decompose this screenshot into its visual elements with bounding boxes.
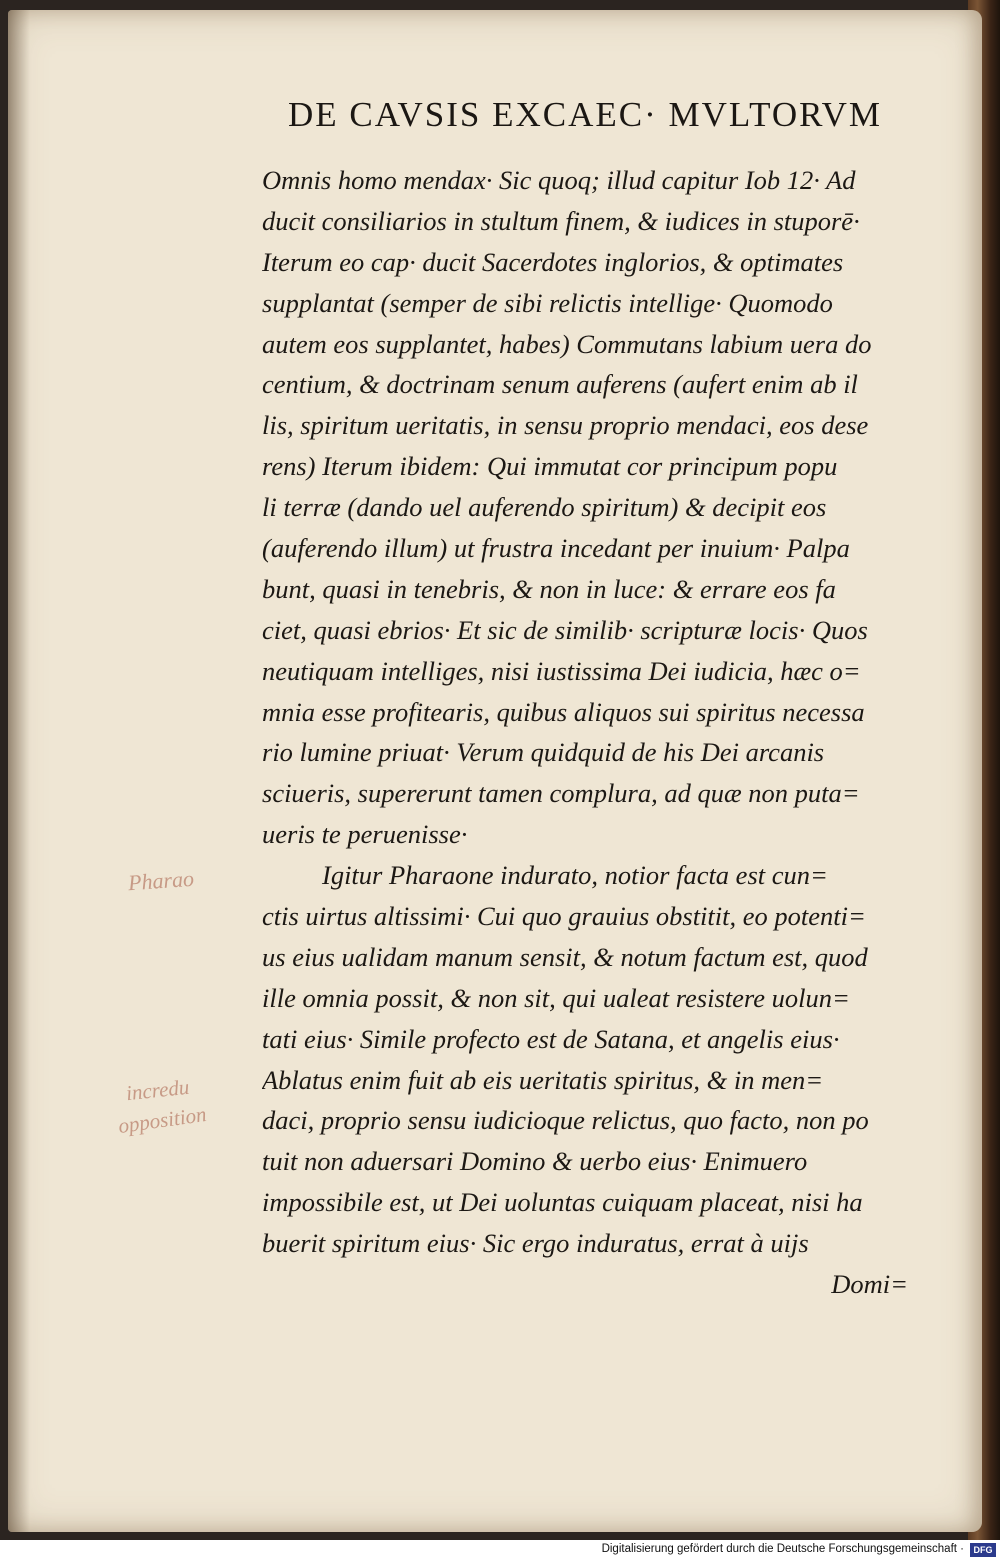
text-line: Iterum eo cap· ducit Sacerdotes inglorios, & optimates [262,246,844,277]
text-line: Igitur Pharaone indurato, notior facta est cun= [322,860,828,891]
dfg-logo: DFG [970,1543,996,1557]
running-head: DE CAVSIS EXCAEC· MVLTORVM [288,95,883,134]
text-line: li terræ (dando uel auferendo spiritum) & decipit eos [262,492,827,523]
text-line: Domi= [831,1269,908,1300]
text-line: ueris te peruenisse· [262,819,468,850]
text-line: supplantat (semper de sibi relictis intellige· Quomodo [262,287,833,318]
text-line: tuit non aduersari Domino & uerbo eius· Enimuero [262,1146,808,1177]
text-line: ciet, quasi ebrios· Et sic de similib· scripturæ locis· Quos [262,614,868,645]
page-gutter-shadow [8,10,30,1532]
text-line: ctis uirtus altissimi· Cui quo grauius obstitit, eo potenti= [262,901,866,932]
text-line: buerit spiritum eius· Sic ergo induratus, errat à uijs [262,1228,809,1259]
text-line: daci, proprio sensu iudicioque relictus, quo facto, non po [262,1105,869,1136]
margin-note: opposition [116,1101,208,1139]
footer-credit: Digitalisierung gefördert durch die Deutsche Forschungsgemeinschaft · [601,1543,964,1555]
text-line: (auferendo illum) ut frustra incedant per inuium· Palpa [262,533,850,564]
text-line: impossibile est, ut Dei uoluntas cuiquam placeat, nisi ha [262,1187,863,1218]
text-line: neutiquam intelliges, nisi iustissima Dei iudicia, hæc o= [262,655,861,686]
text-line: rio lumine priuat· Verum quidquid de his Dei arcanis [262,737,825,768]
text-line: us eius ualidam manum sensit, & notum factum est, quod [262,941,868,972]
text-line: rens) Iterum ibidem: Qui immutat cor principum popu [262,451,838,482]
text-line: ducit consiliarios in stultum finem, & iudices in stuporē· [262,205,860,236]
margin-note: Pharao [127,865,195,896]
margin-note: incredu [124,1074,191,1106]
text-line: ille omnia possit, & non sit, qui ualeat resistere uolun= [262,982,850,1013]
text-line: Ablatus enim fuit ab eis ueritatis spiritus, & in men= [262,1064,824,1095]
body-text [262,160,912,1305]
text-line: mnia esse profitearis, quibus aliquos sui spiritus necessa [262,696,865,727]
text-line: lis, spiritum ueritatis, in sensu proprio mendaci, eos dese [262,410,869,441]
text-line: bunt, quasi in tenebris, & non in luce: & errare eos fa [262,573,836,604]
text-line: autem eos supplantet, habes) Commutans labium uera do [262,328,872,359]
text-line: sciueris, supererunt tamen complura, ad quæ non puta= [262,778,860,809]
text-line: centium, & doctrinam senum auferens (aufert enim ab il [262,369,858,400]
footer-bar [0,1540,1000,1561]
text-line: Omnis homo mendax· Sic quoq; illud capitur Iob 12· Ad [262,165,856,195]
text-line: tati eius· Simile profecto est de Satana, et angelis eius· [262,1023,840,1054]
